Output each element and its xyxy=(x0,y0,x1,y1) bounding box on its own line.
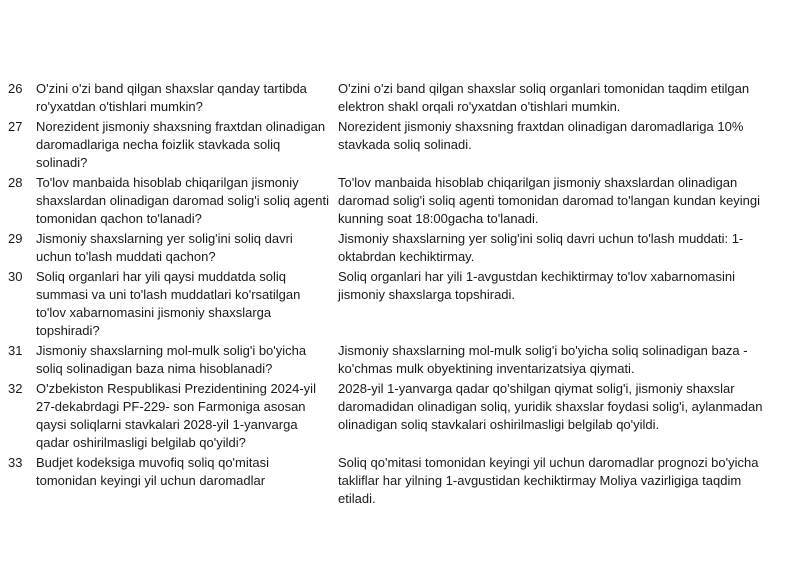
table-row xyxy=(8,118,778,174)
question-text: To'lov manbaida hisoblab chiqarilgan jismoniy shaxslardan olinadigan daromad solig'i soliq agenti tomonidan qachon to'lanadi? xyxy=(36,175,330,226)
table-row xyxy=(8,80,778,118)
question-text: Jismoniy shaxslarning yer solig'ini soliq davri uchun to'lash muddati qachon? xyxy=(36,231,293,264)
qa-table-body xyxy=(8,80,778,510)
answer-text: Soliq qo'mitasi tomonidan keyingi yil uchun daromadlar prognozi bo'yicha takliflar har yilning 1-avgustidan kechiktirmay Moliya vazirligiga taqdim etiladi. xyxy=(338,455,759,506)
question-text: Norezident jismoniy shaxsning fraxtdan olinadigan daromadlariga necha foizlik stavkada soliq solinadi? xyxy=(36,119,326,170)
table-row xyxy=(8,342,778,380)
table-row xyxy=(8,230,778,268)
answer-text: Soliq organlari har yili 1-avgustdan kechiktirmay to'lov xabarnomasini jismoniy shaxslarga topshiradi. xyxy=(338,269,736,302)
answer-text: Jismoniy shaxslarning yer solig'ini soliq davri uchun to'lash muddati: 1-oktabrdan kechiktirmay. xyxy=(338,231,744,264)
answer-text: To'lov manbaida hisoblab chiqarilgan jismoniy shaxslardan olinadigan daromad solig'i soliq agenti tomonidan daromad to'langan kundan keyingi kunning soat 18:00gacha to'lanadi. xyxy=(338,175,760,226)
table-row xyxy=(8,174,778,230)
answer-text: Norezident jismoniy shaxsning fraxtdan olinadigan daromadlariga 10% stavkada soliq solinadi. xyxy=(338,119,744,152)
answer-text: O'zini o'zi band qilgan shaxslar soliq organlari tomonidan taqdim etilgan elektron shakl orqali ro'yxatdan o'tishlari mumkin. xyxy=(338,81,750,114)
table-row xyxy=(8,454,778,510)
answer-text: 2028-yil 1-yanvarga qadar qo'shilgan qiymat solig'i, jismoniy shaxslar daromadidan olinadigan soliq, yuridik shaxslar foydasi solig'i, aylanmadan olinadigan soliq stavkalari oshirilmasligi belgilab qo'yildi. xyxy=(338,381,763,432)
question-text: Budjet kodeksiga muvofiq soliq qo'mitasi tomonidan keyingi yil uchun daromadlar xyxy=(36,455,269,488)
question-text: Jismoniy shaxslarning mol-mulk solig'i bo'yicha soliq solinadigan baza nima hisoblanadi? xyxy=(36,343,307,376)
row-number: 30 xyxy=(8,269,23,284)
qa-table xyxy=(8,80,778,510)
row-number: 26 xyxy=(8,81,23,96)
table-row xyxy=(8,380,778,454)
row-number: 28 xyxy=(8,175,23,190)
question-text: O'zbekiston Respublikasi Prezidentining 2024-yil 27-dekabrdagi PF-229- son Farmoniga asosan qaysi soliqlarni stavkalari 2028-yil 1-yanvarga qadar oshirilmasligi belgilab qo'yildi? xyxy=(36,381,316,450)
row-number: 27 xyxy=(8,119,23,134)
row-number: 32 xyxy=(8,381,23,396)
row-number: 29 xyxy=(8,231,23,246)
table-row xyxy=(8,268,778,342)
row-number: 31 xyxy=(8,343,23,358)
question-text: O'zini o'zi band qilgan shaxslar qanday tartibda ro'yxatdan o'tishlari mumkin? xyxy=(36,81,307,114)
row-number: 33 xyxy=(8,455,23,470)
question-text: Soliq organlari har yili qaysi muddatda soliq summasi va uni to'lash muddatlari ko'rsatilgan to'lov xabarnomasini jismoniy shaxslarga topshiradi? xyxy=(36,269,301,338)
answer-text: Jismoniy shaxslarning mol-mulk solig'i bo'yicha soliq solinadigan baza - ko'chmas mulk obyektining inventarizatsiya qiymati. xyxy=(338,343,748,376)
